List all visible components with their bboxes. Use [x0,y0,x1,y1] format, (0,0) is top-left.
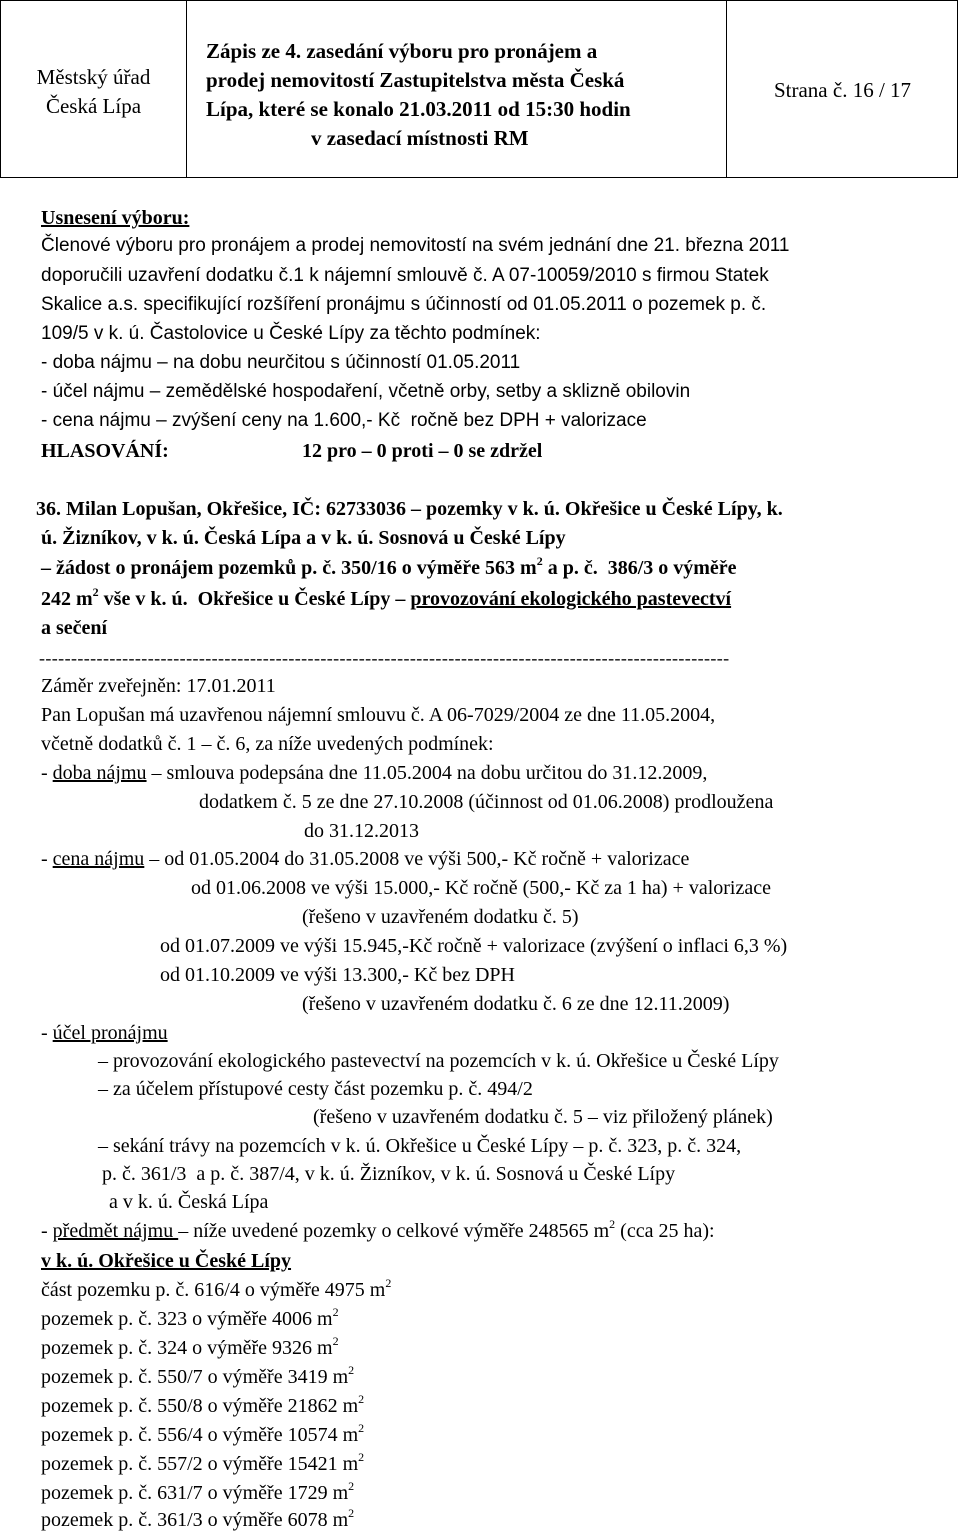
price-line: (řešeno v uzavřeném dodatku č. 5) [302,906,579,928]
parcel-item: pozemek p. č. 556/4 o výměře 10574 $m^2$ [41,1421,365,1446]
item-heading: 36. Milan Lopušan, Okřešice, IČ: 62733036 – pozemky v k. ú. Okřešice u České Lípy, k. [36,498,783,520]
purpose-line: a v k. ú. Česká Lípa [109,1191,269,1213]
resolution-line: doporučili uzavření dodatku č.1 k nájemní smlouvě č. A 07-10059/2010 s firmou Statek [41,265,769,286]
header-org [1,63,186,121]
subject-line: - předmět nájmu – níže uvedené pozemky o celkové výměře 248565 $m^2$ (cca 25 ha): [41,1217,715,1242]
header-page-cell [727,1,958,177]
purpose-line: (řešeno v uzavřeném dodatku č. 5 – viz přiložený plánek) [313,1106,773,1128]
term-line: dodatkem č. 5 ze dne 27.10.2008 (účinnost od 01.06.2008) prodloužena [199,791,774,813]
title-line2: prodej nemovitostí Zastupitelstva města Česká [206,68,625,92]
header-title-cell [186,1,727,177]
item-heading: ú. Žizníkov, v k. ú. Česká Lípa a v k. ú. Sosnová u České Lípy [41,527,566,549]
price-line: - cena nájmu – od 01.05.2004 do 31.05.2008 ve výši 500,- Kč ročně + valorizace [41,848,690,870]
price-line: od 01.10.2009 ve výši 13.300,- Kč bez DPH [160,964,515,986]
resolution-line: Skalice a.s. specifikující rozšíření pronájmu s účinností od 01.05.2011 o pozemek p. č. [41,294,767,315]
term-line: - doba nájmu – smlouva podepsána dne 11.05.2004 na dobu určitou do 31.12.2009, [41,762,708,784]
price-line: od 01.06.2008 ve výši 15.000,- Kč ročně (500,- Kč za 1 ha) + valorizace [191,877,771,899]
resolution-line: Členové výboru pro pronájem a prodej nemovitostí na svém jednání dne 21. března 2011 [41,235,790,256]
purpose-line: – provozování ekologického pastevectví na pozemcích v k. ú. Okřešice u České Lípy [98,1050,779,1072]
title-line1: Zápis ze 4. zasedání výboru pro pronájem a [206,39,598,63]
published-date: Záměr zveřejněn: 17.01.2011 [41,675,276,697]
cadastral-area-heading: v k. ú. Okřešice u České Lípy [41,1250,292,1272]
vote-label: HLASOVÁNÍ: [41,440,169,462]
resolution-line: - doba nájmu – na dobu neurčitou s účinností 01.05.2011 [41,352,521,373]
purpose-line: – sekání trávy na pozemcích v k. ú. Okřešice u České Lípy – p. č. 323, p. č. 324, [98,1135,742,1157]
parcel-item: pozemek p. č. 550/8 o výměře 21862 $m^2$ [41,1392,365,1417]
header-title [206,37,706,153]
paragraph-line: Pan Lopušan má uzavřenou nájemní smlouvu č. A 06-7029/2004 ze dne 11.05.2004, [41,704,716,726]
resolution-line: - účel nájmu – zemědělské hospodaření, včetně orby, setby a sklizně obilovin [41,381,691,402]
parcel-item: část pozemku p. č. 616/4 o výměře 4975 $m^2$ [41,1276,392,1301]
title-line3: Lípa, které se konalo 21.03.2011 od 15:30 hodin [206,97,631,121]
org-line2: Česká Lípa [45,94,142,118]
parcel-item: pozemek p. č. 361/3 o výměře 6078 $m^2$ [41,1506,355,1531]
vote-result: 12 pro – 0 proti – 0 se zdržel [302,440,543,462]
purpose-line: – za účelem přístupové cesty část pozemku p. č. 494/2 [98,1078,533,1100]
price-line: od 01.07.2009 ve výši 15.945,-Kč ročně + valorizace (zvýšení o inflaci 6,3 %) [160,935,788,957]
parcel-item: pozemek p. č. 550/7 o výměře 3419 $m^2$ [41,1363,355,1388]
org-line1: Městský úřad [36,65,151,89]
parcel-item: pozemek p. č. 631/7 o výměře 1729 $m^2$ [41,1479,355,1504]
parcel-item: pozemek p. č. 323 o výměře 4006 $m^2$ [41,1305,339,1330]
purpose-line: p. č. 361/3 a p. č. 387/4, v k. ú. Žizníkov, v k. ú. Sosnová u České Lípy [102,1163,676,1185]
separator: ------------------------------------------------------------------------------------------------------------ [39,648,730,668]
page-number: Strana č. 16 / 17 [773,78,912,102]
price-line: (řešeno v uzavřeném dodatku č. 6 ze dne 12.11.2009) [302,993,730,1015]
resolution-line: 109/5 v k. ú. Častolovice u České Lípy za těchto podmínek: [41,323,541,344]
resolution-line: - cena nájmu – zvýšení ceny na 1.600,- Kč ročně bez DPH + valorizace [41,410,647,431]
item-request: a sečení [41,617,108,639]
parcel-item: pozemek p. č. 557/2 o výměře 15421 $m^2$ [41,1450,365,1475]
item-request: 242 $m^2$ vše v k. ú. Okřešice u České Lípy – provozování ekologického pastevectví [41,585,732,610]
paragraph-line: včetně dodatků č. 1 – č. 6, za níže uvedených podmínek: [41,733,494,755]
purpose-line: - účel pronájmu [41,1022,168,1044]
title-line4: v zasedací místnosti RM [311,126,529,150]
term-line: do 31.12.2013 [304,820,419,842]
resolution-heading: Usnesení výboru: [41,207,190,229]
document-header [0,0,958,178]
header-org-cell [1,1,187,177]
item-request: – žádost o pronájem pozemků p. č. 350/16 o výměře 563 $m^2$ a p. č. 386/3 o výměře [41,554,737,579]
parcel-item: pozemek p. č. 324 o výměře 9326 $m^2$ [41,1334,339,1359]
